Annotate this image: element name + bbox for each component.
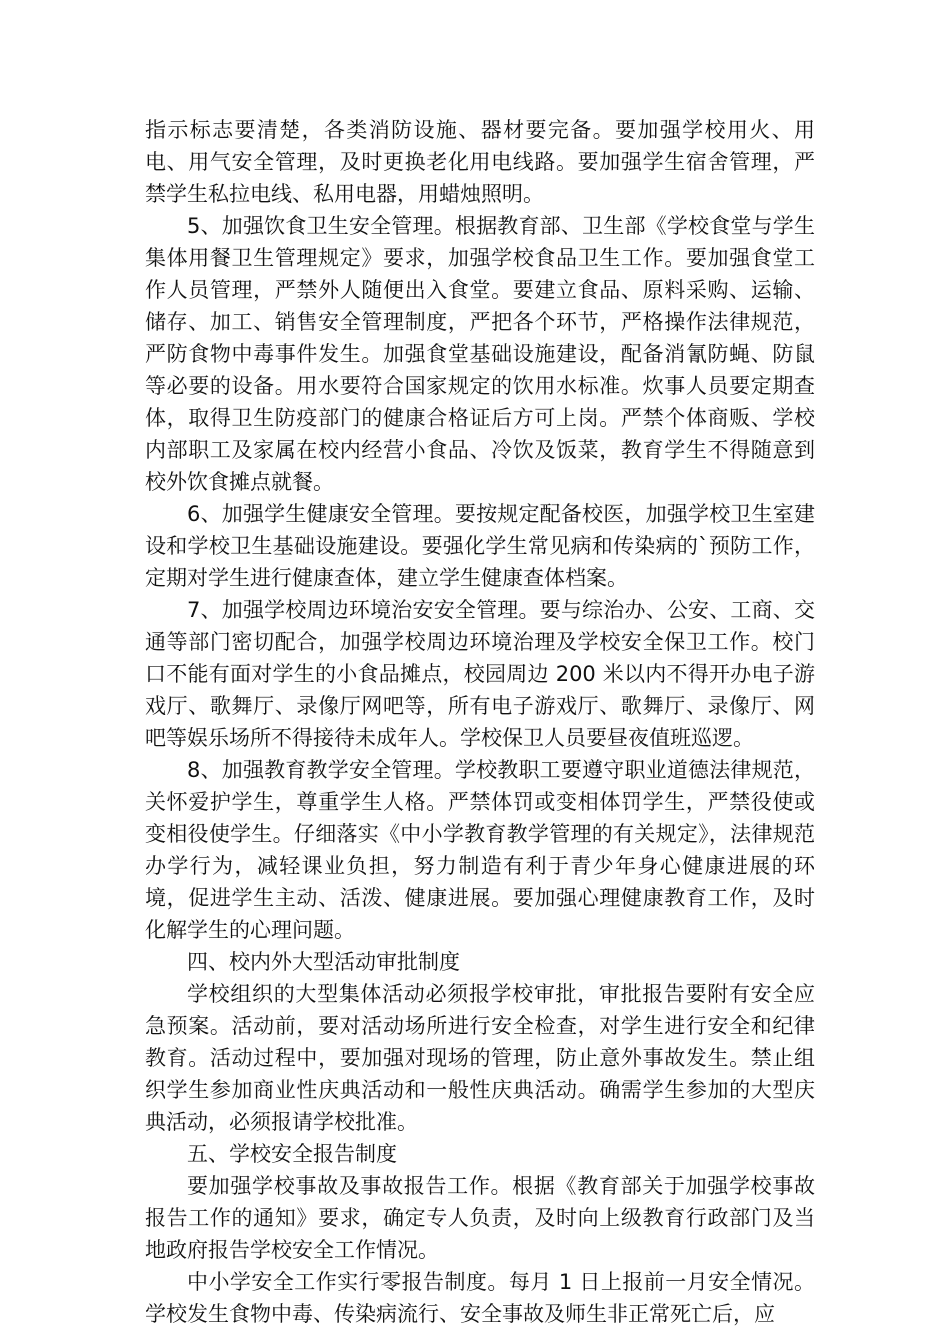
paragraph-activity-approval: 学校组织的大型集体活动必须报学校审批，审批报告要附有安全应急预案。活动前，要对活动场所进行安全检查，对学生进行安全和纪律教育。活动过程中，要加强对现场的管理，防止意外事故发生。禁止组织学生参加商业性庆典活动和一般性庆典活动。确需学生参加的大型庆典活动，必须报请学校批准。	[145, 982, 815, 1134]
paragraph-zero-reporting: 中小学安全工作实行零报告制度。每月 1 日上报前一月安全情况。学校发生食物中毒、传染病流行、安全事故及师生非正常死亡后，应	[145, 1270, 815, 1326]
document-body	[145, 114, 815, 1330]
paragraph-accident-reporting: 要加强学校事故及事故报告工作。根据《教育部关于加强学校事故报告工作的通知》要求，确定专人负责，及时向上级教育行政部门及当地政府报告学校安全工作情况。	[145, 1174, 815, 1262]
section-heading-safety-reporting: 五、学校安全报告制度	[187, 1142, 397, 1166]
paragraph-surrounding-environment: 7、加强学校周边环境治安安全管理。要与综治办、公安、工商、交通等部门密切配合，加强学校周边环境治理及学校安全保卫工作。校门口不能有面对学生的小食品摊点，校园周边 200 米以内不得开办电子游戏厅、歌舞厅、录像厅网吧等，所有电子游戏厅、歌舞厅、录像厅、网吧等娱乐场所不得接待未成年人。学校保卫人员要昼夜值班巡逻。	[145, 598, 815, 750]
paragraph-teaching-safety: 8、加强教育教学安全管理。学校教职工要遵守职业道德法律规范，关怀爱护学生，尊重学生人格。严禁体罚或变相体罚学生，严禁役使或变相役使学生。仔细落实《中小学教育教学管理的有关规定》，法律规范办学行为，减轻课业负担，努力制造有利于青少年身心健康进展的环境，促进学生主动、活泼、健康进展。要加强心理健康教育工作，及时化解学生的心理问题。	[145, 758, 815, 942]
paragraph-food-safety: 5、加强饮食卫生安全管理。根据教育部、卫生部《学校食堂与学生集体用餐卫生管理规定》要求，加强学校食品卫生工作。要加强食堂工作人员管理，严禁外人随便出入食堂。要建立食品、原料采购、运输、储存、加工、销售安全管理制度，严把各个环节，严格操作法律规范，严防食物中毒事件发生。加强食堂基础设施建设，配备消氰防蝇、防鼠等必要的设备。用水要符合国家规定的饮用水标准。炊事人员要定期查体，取得卫生防疫部门的健康合格证后方可上岗。严禁个体商贩、学校内部职工及家属在校内经营小食品、冷饮及饭菜，教育学生不得随意到校外饮食摊点就餐。	[145, 214, 815, 494]
section-heading-activity-approval: 四、校内外大型活动审批制度	[187, 950, 460, 974]
paragraph-health-safety: 6、加强学生健康安全管理。要按规定配备校医，加强学校卫生室建设和学校卫生基础设施建设。要强化学生常见病和传染病的`预防工作，定期对学生进行健康查体，建立学生健康查体档案。	[145, 502, 815, 590]
paragraph-fire-safety-continued: 指示标志要清楚，各类消防设施、器材要完备。要加强学校用火、用电、用气安全管理，及时更换老化用电线路。要加强学生宿舍管理，严禁学生私拉电线、私用电器，用蜡烛照明。	[145, 118, 815, 206]
